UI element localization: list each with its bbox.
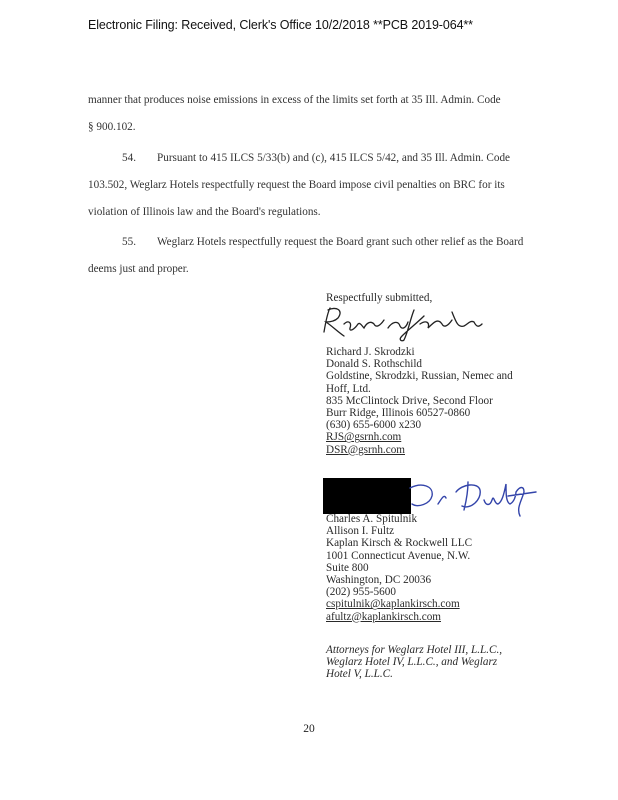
firm-line: Kaplan Kirsch & Rockwell LLC (326, 537, 473, 550)
attorneys-for-line: Hotel V, L.L.C. (326, 668, 393, 681)
attorneys-for-line: Weglarz Hotel IV, L.L.C., and Weglarz (326, 656, 498, 669)
address-line: 1001 Connecticut Avenue, N.W. (326, 549, 471, 562)
firm-line: Goldstine, Skrodzki, Russian, Nemec and (326, 370, 513, 383)
filing-stamp: Electronic Filing: Received, Clerk's Office 10/2/2018 **PCB 2019-064** (88, 18, 473, 32)
body-line: 103.502, Weglarz Hotels respectfully request the Board impose civil penalties on BRC for its (88, 179, 505, 191)
page-number: 20 (303, 723, 315, 735)
email-link[interactable]: afultz@kaplankirsch.com (326, 610, 441, 623)
body-line: manner that produces noise emissions in excess of the limits set forth at 35 Ill. Admin. Code (88, 94, 501, 106)
email-link[interactable]: RJS@gsrnh.com (326, 431, 402, 444)
signature-skrodzki (318, 302, 498, 344)
address-line: Washington, DC 20036 (326, 574, 432, 587)
attorneys-for-line: Attorneys for Weglarz Hotel III, L.L.C., (326, 644, 503, 656)
attorney-line: Richard J. Skrodzki (326, 346, 415, 358)
address-line: 835 McClintock Drive, Second Floor (326, 394, 493, 407)
address-line: Suite 800 (326, 561, 369, 574)
firm-line: Hoff, Ltd. (326, 382, 371, 395)
attorneys-for (326, 644, 502, 681)
email-link[interactable]: DSR@gsrnh.com (326, 443, 405, 456)
email-link[interactable]: cspitulnik@kaplankirsch.com (326, 598, 460, 611)
closing-text: Respectfully submitted, (326, 292, 433, 304)
address-line: Burr Ridge, Illinois 60527-0860 (326, 407, 471, 420)
paragraph-number: 54. (122, 152, 136, 164)
phone-line: (630) 655-6000 x230 (326, 419, 422, 432)
redaction-box (323, 478, 411, 514)
body-line: violation of Illinois law and the Board's regulations. (88, 206, 321, 218)
body-line: Pursuant to 415 ILCS 5/33(b) and (c), 415 ILCS 5/42, and 35 Ill. Admin. Code (157, 152, 511, 164)
body-line: Weglarz Hotels respectfully request the Board grant such other relief as the Board (157, 236, 524, 248)
signature-block-skrodzki (326, 346, 513, 456)
body-line: deems just and proper. (88, 263, 189, 275)
phone-line: (202) 955-5600 (326, 586, 396, 599)
attorney-line: Donald S. Rothschild (326, 358, 423, 371)
attorney-line: Charles A. Spitulnik (326, 513, 418, 525)
paragraph-number: 55. (122, 236, 136, 248)
signature-block-spitulnik (326, 513, 472, 623)
attorney-line: Allison I. Fultz (326, 525, 395, 538)
body-line: § 900.102. (88, 121, 136, 133)
